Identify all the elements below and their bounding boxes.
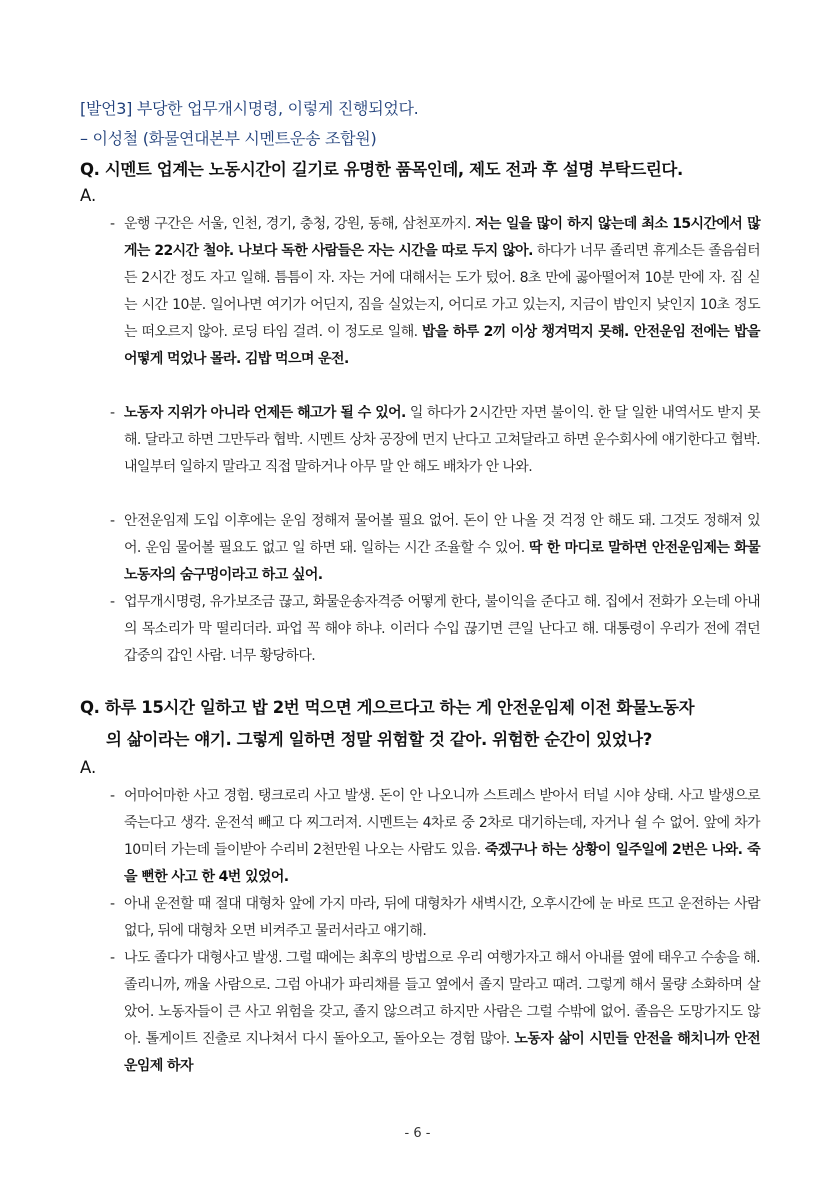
question-2-line-2: 의 삶이라는 얘기. 그렇게 일하면 정말 위험할 것 같아. 위험한 순간이 있었나? <box>106 730 652 749</box>
answer-2-bullet-1: - 어마어마한 사고 경험. 탱크로리 사고 발생. 돈이 안 나오니까 스트레스 받아서 터널 시야 상태. 사고 발생으로 죽는다고 생각. 운전석 빼고 다 찌그러져. 시멘트는 4차로 중 2차로 대기하는데, 자거나 쉴 수 없어. 앞에 차가 10미터 가는데 들이받아 수리비 2천만원 나오는 사람도 있음. 죽겠구나 하는 상황이 일주일에 2번은 나와. 죽을 뻔한 사고 한 4번 있었어. <box>110 788 760 885</box>
question-1: Q. 시멘트 업계는 노동시간이 길기로 유명한 품목인데, 제도 전과 후 설명 부탁드린다. <box>80 160 683 179</box>
answer-label-1: A. <box>80 186 97 205</box>
answer-2-bullet-3: - 나도 졸다가 대형사고 발생. 그럴 때에는 최후의 방법으로 우리 여행가자고 해서 아내를 옆에 태우고 수송을 해. 졸리니까, 깨울 사람으로. 그럼 아내가 파리채를 들고 옆에서 졸지 말라고 때려. 그렇게 해서 물량 소화하며 살았어. 노동자들이 큰 사고 위험을 갖고, 졸지 않으려고 하지만 사람은 그럴 수밖에 없어. 졸음은 도망가지도 않아. 톨게이트 진출로 지나쳐서 다시 돌아오고, 돌아오는 경험 많아. 노동자 삶이 시민들 안전을 해치니까 안전운임제 하자 <box>110 950 760 1074</box>
page-number: - 6 - <box>404 1126 431 1141</box>
answer-1-bullet-2: - 노동자 지위가 아니라 언제든 해고가 될 수 있어. 일 하다가 2시간만 자면 불이익. 한 달 일한 내역서도 받지 못해. 달라고 하면 그만두라 협박. 시멘트 상차 공장에 먼지 난다고 고쳐달라고 하면 운수회사에 얘기한다고 협박. 내일부터 일하지 말라고 직접 말하거나 아무 말 안 해도 배차가 안 나와. <box>110 405 760 475</box>
answer-1-bullet-4: - 업무개시명령, 유가보조금 끊고, 화물운송자격증 어떻게 한다, 불이익을 준다고 해. 집에서 전화가 오는데 아내의 목소리가 막 떨리더라. 파업 꼭 해야 하냐. 이러다 수입 끊기면 큰일 난다고 해. 대통령이 우리가 전에 겪던 갑중의 갑인 사람. 너무 황당하다. <box>110 594 760 664</box>
speaker-line: – 이성철 (화물연대본부 시멘트운송 조합원) <box>80 129 377 148</box>
section-title: [발언3] 부당한 업무개시명령, 이렇게 진행되었다. <box>80 99 419 118</box>
answer-2-bullet-2: - 아내 운전할 때 절대 대형차 앞에 가지 마라, 뒤에 대형차가 새벽시간, 오후시간에 눈 바로 뜨고 운전하는 사람 없다, 뒤에 대형차 오면 비켜주고 물러서라고 얘기해. <box>110 896 760 939</box>
question-2-line-1: Q. 하루 15시간 일하고 밥 2번 먹으면 게으르다고 하는 게 안전운임제 이전 화물노동자 <box>80 698 695 717</box>
answer-1-bullet-3: - 안전운임제 도입 이후에는 운임 정해져 물어볼 필요 없어. 돈이 안 나올 것 걱정 안 해도 돼. 그것도 정해져 있어. 운임 물어볼 필요도 없고 일 하면 돼. 일하는 시간 조율할 수 있어. 딱 한 마디로 말하면 안전운임제는 화물노동자의 숨구멍이라고 하고 싶어. <box>110 513 760 583</box>
answer-label-2: A. <box>80 758 97 777</box>
answer-1-bullet-1: - 운행 구간은 서울, 인천, 경기, 충청, 강원, 동해, 삼천포까지. 저는 일을 많이 하지 않는데 최소 15시간에서 많게는 22시간 철야. 나보다 독한 사람들은 자는 시간을 따로 두지 않아. 하다가 너무 졸리면 휴게소든 졸음쉼터든 2시간 정도 자고 일해. 틈틈이 자. 자는 거에 대해서는 도가 텄어. 8초 만에 곯아떨어져 10분 만에 자. 짐 싣는 시간 10분. 일어나면 여기가 어딘지, 짐을 실었는지, 어디로 가고 있는지, 지금이 밤인지 낮인지 10초 정도는 떠오르지 않아. 로딩 타임 걸려. 이 정도로 일해. 밥을 하루 2끼 이상 챙겨먹지 못해. 안전운임 전에는 밥을 어떻게 먹었나 몰라. 김밥 먹으며 운전. <box>110 216 760 367</box>
